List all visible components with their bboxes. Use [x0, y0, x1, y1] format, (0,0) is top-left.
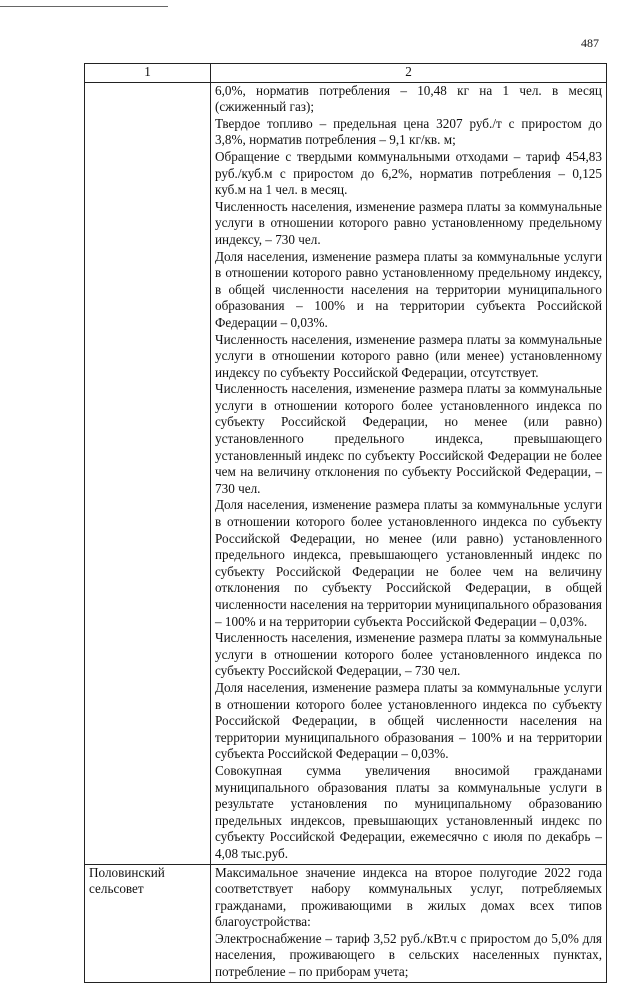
municipality-cell: Половинский сельсовет: [85, 864, 211, 982]
paragraph: Доля населения, изменение размера платы за коммунальные услуги в отношении которого более установленного индекса по субъекту Российской Федерации, в общей численности населения на территории муниципального образования – 100% и на территории субъекта Российской Федерации – 0,03%.: [215, 679, 602, 762]
description-cell: [211, 82, 607, 864]
paragraph: Доля населения, изменение размера платы за коммунальные услуги в отношении которого равно установленному предельному индексу, в общей численности населения на территории муниципального образования – 100% и на территории субъекта Российской Федерации – 0,03%.: [215, 248, 602, 330]
paragraph: Численность населения, изменение размера платы за коммунальные услуги в отношении которого равно (или менее) установленному индексу по субъекту Российской Федерации, отсутствует.: [215, 331, 602, 380]
table-row: [85, 82, 607, 864]
document-table: [84, 63, 607, 983]
municipality-cell: [85, 82, 211, 864]
paragraph: 6,0%, норматив потребления – 10,48 кг на 1 чел. в месяц (сжиженный газ);: [215, 82, 602, 115]
table-row: [85, 864, 607, 982]
column-header-2: 2: [211, 64, 607, 83]
top-rule: [0, 6, 168, 7]
description-cell: [211, 864, 607, 982]
paragraph: Доля населения, изменение размера платы за коммунальные услуги в отношении которого более установленного индекса по субъекту Российской Федерации, но менее (или равно) установленного предельного индекса, превышающего установленный индекс по субъекту Российской Федерации не более чем на величину отклонения по субъекту Российской Федерации, в общей численности населения на территории муниципального образования – 100% и на территории субъекта Российской Федерации – 0,03%.: [215, 497, 602, 629]
page-number: 487: [581, 36, 599, 50]
table-header-row: [85, 64, 607, 83]
paragraph: Численность населения, изменение размера платы за коммунальные услуги в отношении которого равно установленному предельному индексу, – 730 чел.: [215, 198, 602, 247]
paragraph: Обращение с твердыми коммунальными отходами – тариф 454,83 руб./куб.м с приростом до 6,2%, норматив потребления – 0,125 куб.м на 1 чел. в месяц.: [215, 148, 602, 198]
paragraph: Максимальное значение индекса на второе полугодие 2022 года соответствует набору коммунальных услуг, потребляемых гражданами, проживающими в жилых домах всех типов благоустройства:: [215, 864, 602, 930]
paragraph: Твердое топливо – предельная цена 3207 руб./т с приростом до 3,8%, норматив потребления – 9,1 кг/кв. м;: [215, 115, 602, 148]
paragraph: Совокупная сумма увеличения вносимой гражданами муниципального образования платы за коммунальные услуги в результате установления по муниципальному образованию предельных индексов, превышающих установленный индекс по субъекту Российской Федерации, ежемесячно с июля по декабрь – 4,08 тыс.руб.: [215, 762, 602, 861]
paragraph: Численность населения, изменение размера платы за коммунальные услуги в отношении которого более установленного индекса по субъекту Российской Федерации, – 730 чел.: [215, 630, 602, 679]
column-header-1: 1: [85, 64, 211, 83]
paragraph: Электроснабжение – тариф 3,52 руб./кВт.ч с приростом до 5,0% для населения, проживающего в сельских населенных пунктах, потребление – по приборам учета;: [215, 930, 602, 980]
paragraph: Численность населения, изменение размера платы за коммунальные услуги в отношении которого более установленного индекса по субъекту Российской Федерации, но менее (или равно) установленного предельного индекса, превышающего установленный индекс по субъекту Российской Федерации не более чем на величину отклонения по субъекту Российской Федерации, – 730 чел.: [215, 381, 602, 496]
